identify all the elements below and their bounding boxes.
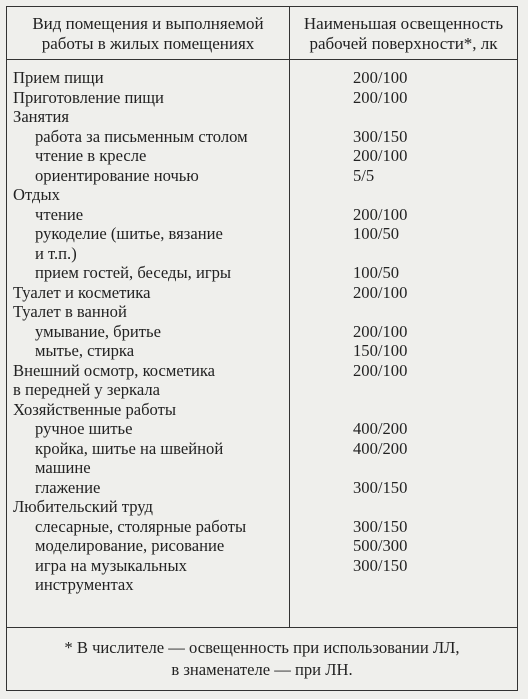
illuminance-value-cell: 150/100 <box>353 341 408 360</box>
room-activity-cell: ручное шитье <box>35 419 133 438</box>
header-illuminance <box>290 11 517 57</box>
table-row <box>7 68 517 88</box>
room-activity-cell: прием гостей, беседы, игры <box>35 263 232 282</box>
illuminance-value-cell: 200/100 <box>353 87 408 107</box>
illuminance-value-cell: 300/150 <box>353 516 408 536</box>
footnote-line2: в знаменателе — при ЛН. <box>171 660 353 679</box>
room-activity-cell: в передней у зеркала <box>13 380 161 399</box>
room-activity-cell: Туалет и косметика <box>13 282 151 302</box>
illuminance-value-cell: 400/200 <box>353 419 408 438</box>
header-room-type-line1: Вид помещения и выполняемой <box>32 14 264 33</box>
room-activity-cell: Занятия <box>13 107 69 126</box>
table-row <box>7 322 517 342</box>
table-row <box>7 205 517 225</box>
room-activity-cell: слесарные, столярные работы <box>35 516 247 536</box>
illuminance-value-cell <box>289 244 517 264</box>
table-row <box>7 497 517 517</box>
illuminance-value-cell: 200/100 <box>353 68 408 87</box>
room-activity-cell: глажение <box>35 477 101 497</box>
room-activity-cell: машине <box>35 458 91 477</box>
header-illuminance-line2: рабочей поверхности*, лк <box>309 34 498 53</box>
illuminance-value-cell: 100/50 <box>353 224 400 243</box>
footnote-divider <box>7 627 517 628</box>
illuminance-value-cell: 200/100 <box>353 204 408 224</box>
illuminance-value-cell: 200/100 <box>353 282 408 302</box>
illuminance-value-cell <box>289 185 517 205</box>
table-row <box>7 458 517 478</box>
table-row <box>7 419 517 439</box>
header-illuminance-line1: Наименьшая освещенность <box>303 14 504 33</box>
table-row <box>7 146 517 166</box>
illuminance-value-cell: 400/200 <box>353 438 408 458</box>
room-activity-cell: Приготовление пищи <box>13 87 164 107</box>
room-activity-cell: моделирование, рисование <box>35 536 225 555</box>
room-activity-cell: Прием пищи <box>13 68 104 87</box>
header-divider <box>7 59 517 60</box>
footnote <box>7 637 517 681</box>
illuminance-value-cell <box>289 400 517 420</box>
illuminance-value-cell <box>289 302 517 322</box>
table-row <box>7 283 517 303</box>
illuminance-value-cell <box>289 107 517 127</box>
illuminance-value-cell <box>289 458 517 478</box>
table-row <box>7 127 517 147</box>
room-activity-cell: умывание, бритье <box>35 321 161 341</box>
table-row <box>7 244 517 264</box>
illuminance-value-cell <box>289 497 517 517</box>
table-row <box>7 400 517 420</box>
room-activity-cell: мытье, стирка <box>35 341 135 360</box>
illuminance-value-cell: 300/150 <box>353 477 408 497</box>
table-row <box>7 88 517 108</box>
illuminance-value-cell: 200/100 <box>353 360 408 380</box>
table-row <box>7 439 517 459</box>
table-row <box>7 263 517 283</box>
room-activity-cell: работа за письменным столом <box>35 126 248 146</box>
table-row <box>7 556 517 576</box>
room-activity-cell: Отдых <box>13 185 60 204</box>
illuminance-table <box>6 6 518 691</box>
header-room-type-line2: работы в жилых помещениях <box>41 34 255 53</box>
table-row <box>7 536 517 556</box>
header-room-type <box>7 11 289 57</box>
illuminance-value-cell: 200/100 <box>353 321 408 341</box>
table-row <box>7 185 517 205</box>
illuminance-value-cell: 100/50 <box>353 263 400 282</box>
illuminance-value-cell: 300/150 <box>353 126 408 146</box>
illuminance-value-cell: 500/300 <box>353 536 408 555</box>
table-row <box>7 166 517 186</box>
room-activity-cell: и т.п.) <box>35 243 77 263</box>
table-row <box>7 380 517 400</box>
table-row <box>7 575 517 595</box>
footnote-line1: * В числителе — освещенность при использовании ЛЛ, <box>64 638 460 657</box>
room-activity-cell: кройка, шитье на швейной <box>35 438 224 458</box>
room-activity-cell: Внешний осмотр, косметика <box>13 360 216 380</box>
illuminance-value-cell: 5/5 <box>353 165 375 185</box>
table-row <box>7 478 517 498</box>
table-row <box>7 224 517 244</box>
illuminance-value-cell: 300/150 <box>353 555 408 575</box>
room-activity-cell: рукоделие (шитье, вязание <box>35 224 223 243</box>
room-activity-cell: Туалет в ванной <box>13 302 127 321</box>
room-activity-cell: ориентирование ночью <box>35 165 199 185</box>
room-activity-cell: Любительский труд <box>13 497 154 516</box>
room-activity-cell: игра на музыкальных <box>35 555 187 575</box>
room-activity-cell: Хозяйственные работы <box>13 399 177 419</box>
table-row <box>7 517 517 537</box>
table-row <box>7 341 517 361</box>
table-row <box>7 107 517 127</box>
table-body <box>7 68 517 595</box>
table-row <box>7 361 517 381</box>
illuminance-value-cell <box>289 575 517 595</box>
room-activity-cell: чтение в кресле <box>35 146 147 165</box>
table-row <box>7 302 517 322</box>
room-activity-cell: чтение <box>35 204 84 224</box>
illuminance-value-cell: 200/100 <box>353 146 408 165</box>
room-activity-cell: инструментах <box>35 575 134 594</box>
illuminance-value-cell <box>289 380 517 400</box>
